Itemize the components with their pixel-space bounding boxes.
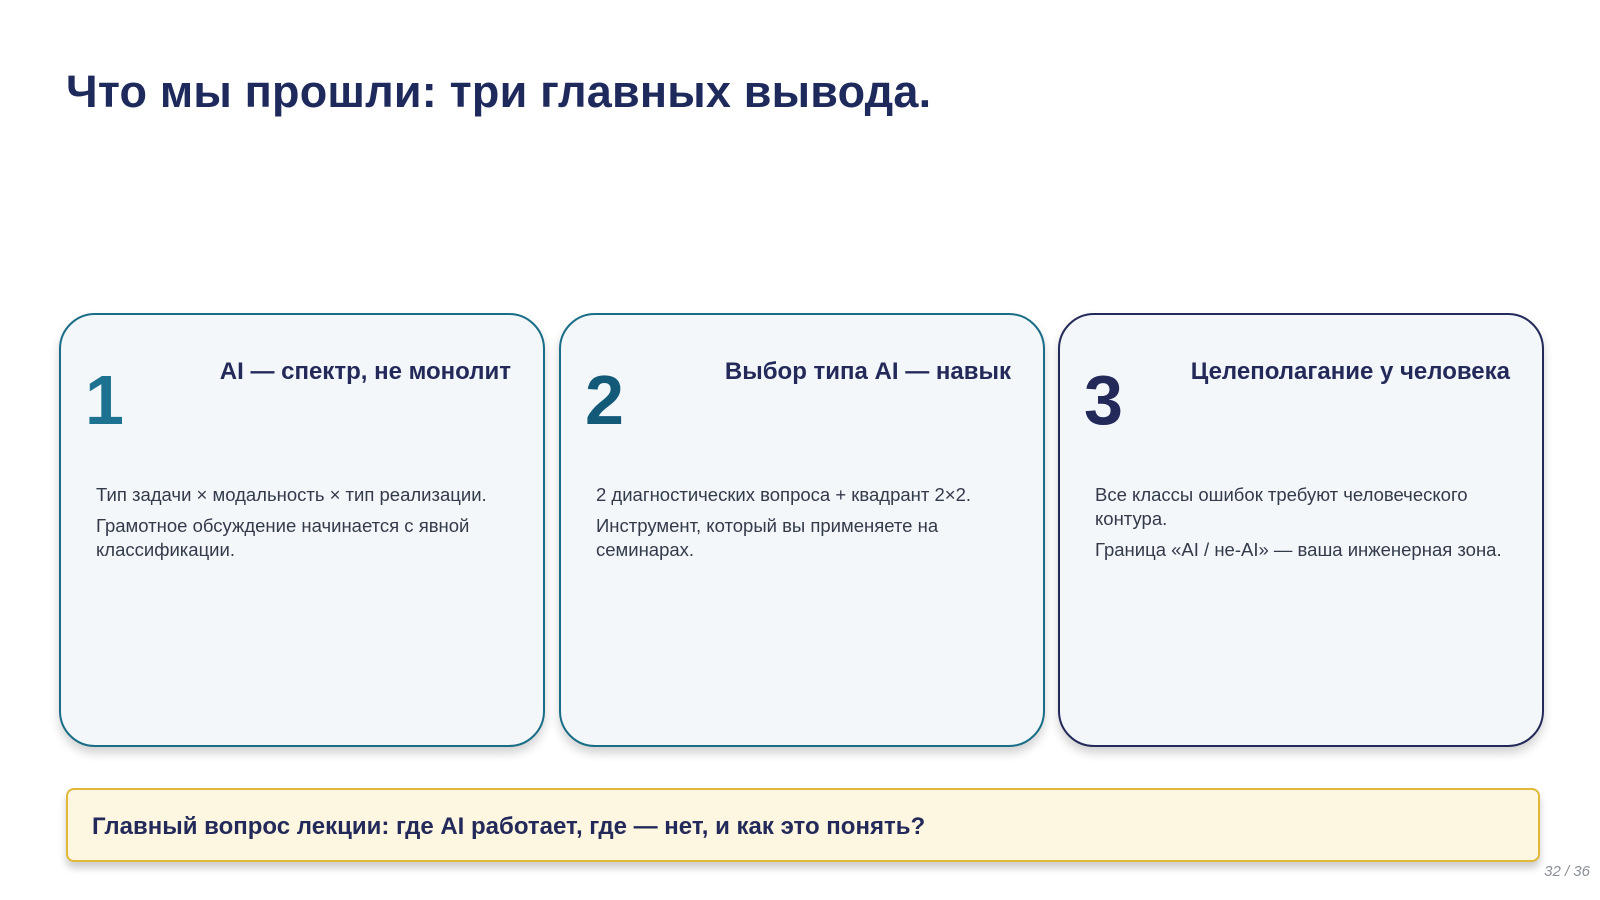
takeaway-card-1 — [59, 313, 545, 747]
takeaway-card-2 — [559, 313, 1045, 747]
card-number: 2 — [585, 361, 624, 439]
card-line: Инструмент, который вы применяете на семинарах. — [596, 515, 939, 560]
card-line: Граница «AI / не-AI» — ваша инженерная зона. — [1095, 539, 1502, 560]
slide-title: Что мы прошли: три главных вывода. — [66, 66, 932, 117]
card-line: Тип задачи × модальность × тип реализации. — [96, 484, 487, 505]
card-heading: Целеполагание у человека — [1190, 358, 1510, 385]
card-heading: Выбор типа AI — навык — [724, 358, 1011, 385]
key-question-callout — [66, 788, 1540, 862]
card-number: 3 — [1084, 361, 1123, 439]
card-body — [1095, 483, 1515, 569]
card-number: 1 — [85, 361, 124, 439]
card-line: Грамотное обсуждение начинается с явной классификации. — [96, 515, 470, 560]
page-number: 32 / 36 — [1544, 863, 1590, 880]
card-line: 2 диагностических вопроса + квадрант 2×2. — [596, 484, 972, 505]
callout-text: Главный вопрос лекции: где AI работает, где — нет, и как это понять? — [92, 813, 926, 840]
card-line: Все классы ошибок требуют человеческого контура. — [1095, 484, 1468, 529]
card-heading: AI — спектр, не монолит — [219, 358, 511, 385]
card-body — [596, 483, 1016, 569]
card-body — [96, 483, 516, 569]
takeaway-card-3 — [1058, 313, 1544, 747]
